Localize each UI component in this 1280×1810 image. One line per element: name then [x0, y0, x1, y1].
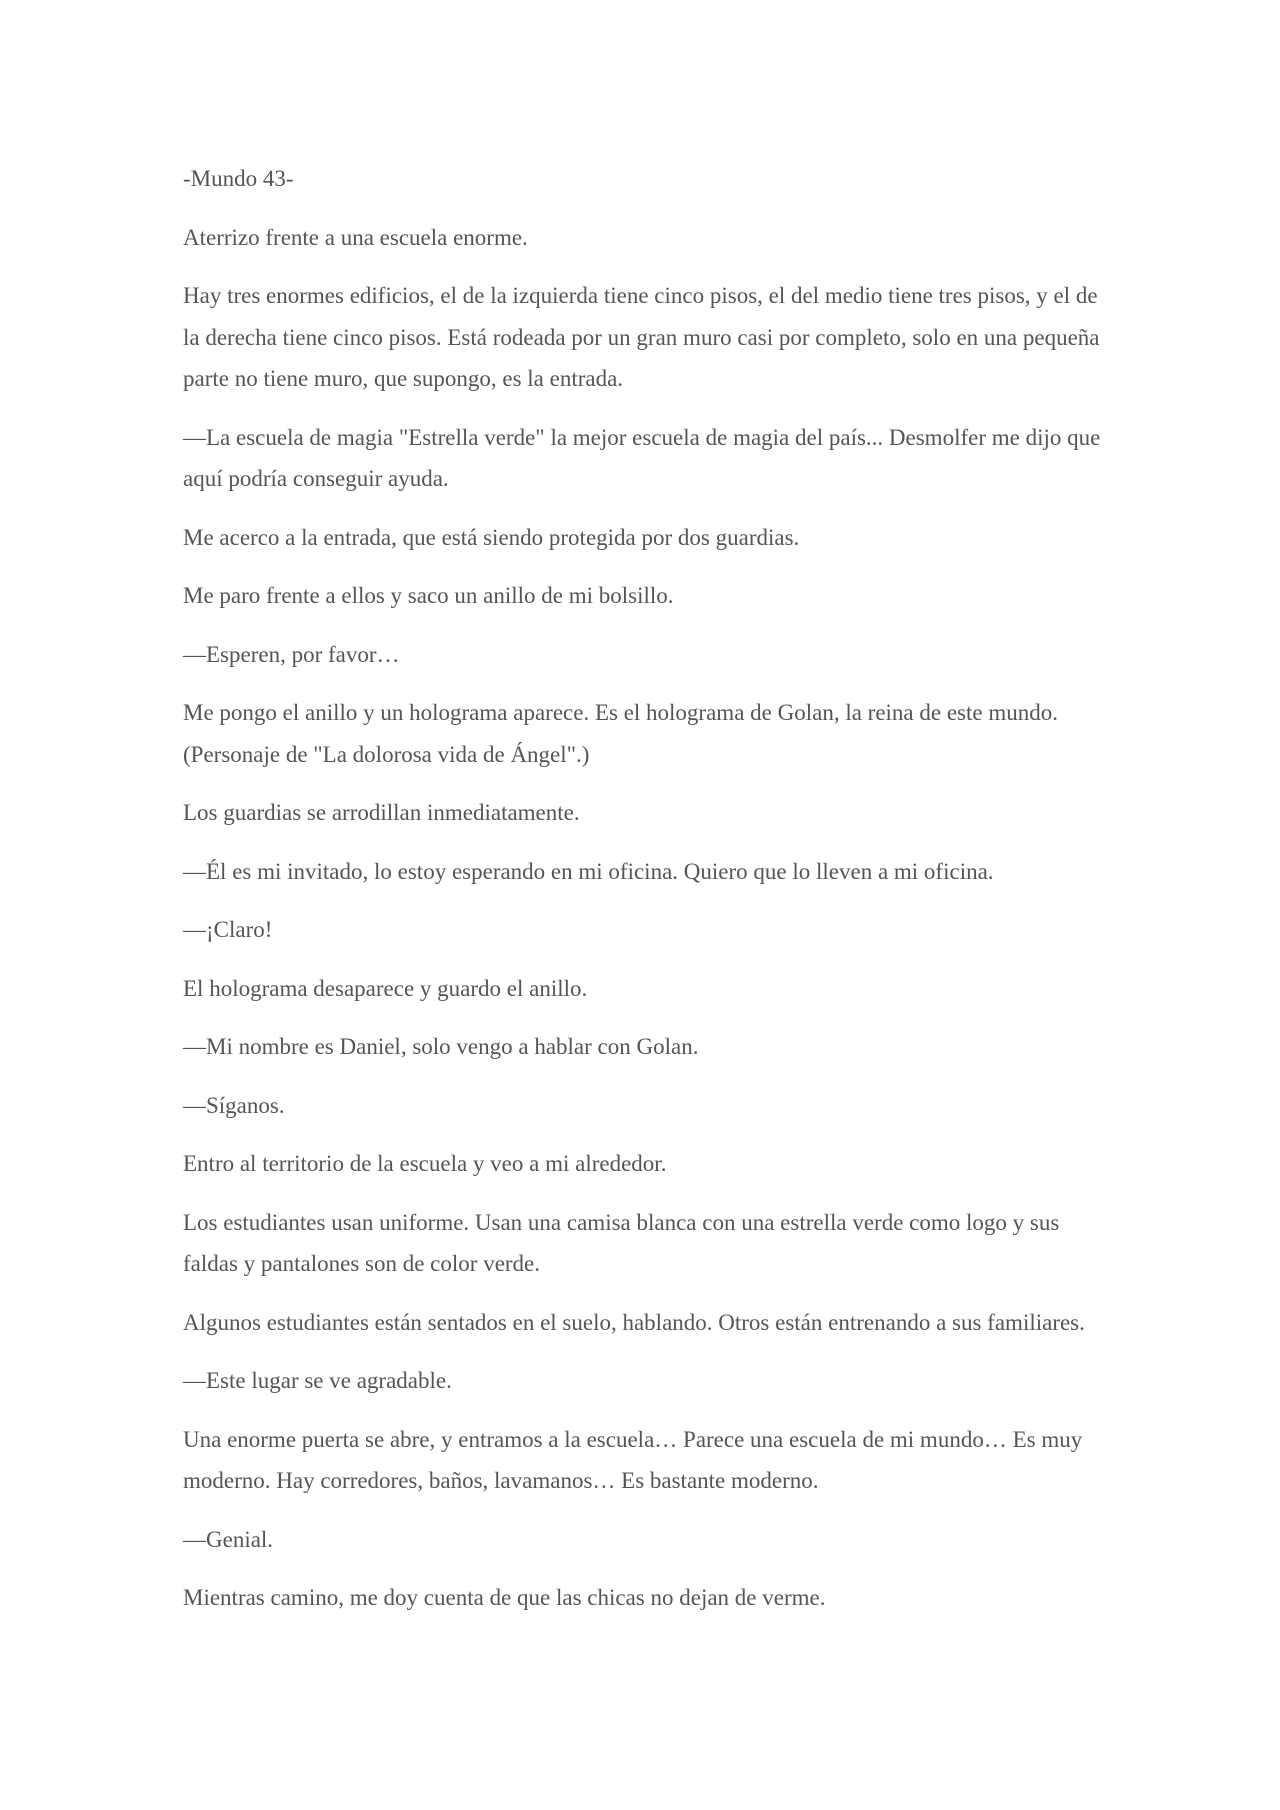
- dialogue-paragraph: —Genial.: [183, 1526, 274, 1552]
- paragraph: Aterrizo frente a una escuela enorme.: [183, 224, 528, 250]
- paragraph: Los guardias se arrodillan inmediatamente.: [183, 800, 580, 825]
- dialogue-paragraph: —La escuela de magia "Estrella verde" la mejor escuela de magia del país... Desmolfer me dijo que aquí podría conseguir ayuda.: [183, 424, 1101, 491]
- paragraph: Algunos estudiantes están sentados en el suelo, hablando. Otros están entrenando a sus familiares.: [183, 1309, 1085, 1335]
- dialogue-paragraph: —Síganos.: [183, 1092, 285, 1118]
- paragraph: Los estudiantes usan uniforme. Usan una camisa blanca con una estrella verde como logo y sus faldas y pantalones son de color verde.: [183, 1209, 1060, 1276]
- paragraph: El holograma desaparece y guardo el anillo.: [183, 975, 588, 1001]
- paragraph: Mientras camino, me doy cuenta de que las chicas no dejan de verme.: [183, 1585, 826, 1610]
- dialogue-paragraph: —Este lugar se ve agradable.: [183, 1368, 452, 1393]
- dialogue-paragraph: —Mi nombre es Daniel, solo vengo a hablar con Golan.: [183, 1034, 699, 1059]
- dialogue-paragraph: —Él es mi invitado, lo estoy esperando en mi oficina. Quiero que lo lleven a mi oficina.: [183, 858, 994, 884]
- paragraph: Una enorme puerta se abre, y entramos a la escuela… Parece una escuela de mi mundo… Es muy moderno. Hay corredores, baños, lavamanos… Es bastante moderno.: [183, 1426, 1083, 1493]
- dialogue-paragraph: —¡Claro!: [183, 917, 273, 942]
- chapter-heading: -Mundo 43-: [183, 166, 294, 191]
- dialogue-paragraph: —Esperen, por favor…: [183, 641, 400, 667]
- paragraph: Me acerco a la entrada, que está siendo protegida por dos guardias.: [183, 524, 800, 550]
- paragraph: Me paro frente a ellos y saco un anillo de mi bolsillo.: [183, 583, 674, 608]
- paragraph: Hay tres enormes edificios, el de la izquierda tiene cinco pisos, el del medio tiene tres pisos, y el de la derecha tiene cinco pisos. Está rodeada por un gran muro casi por completo, solo en una pequeña parte no tiene muro, que supongo, es la entrada.: [183, 283, 1100, 391]
- paragraph: Entro al territorio de la escuela y veo a mi alrededor.: [183, 1151, 667, 1176]
- paragraph: Me pongo el anillo y un holograma aparece. Es el holograma de Golan, la reina de este mundo. (Personaje de "La dolorosa vida de Ángel".): [183, 700, 1058, 767]
- document-body: [183, 158, 1103, 1636]
